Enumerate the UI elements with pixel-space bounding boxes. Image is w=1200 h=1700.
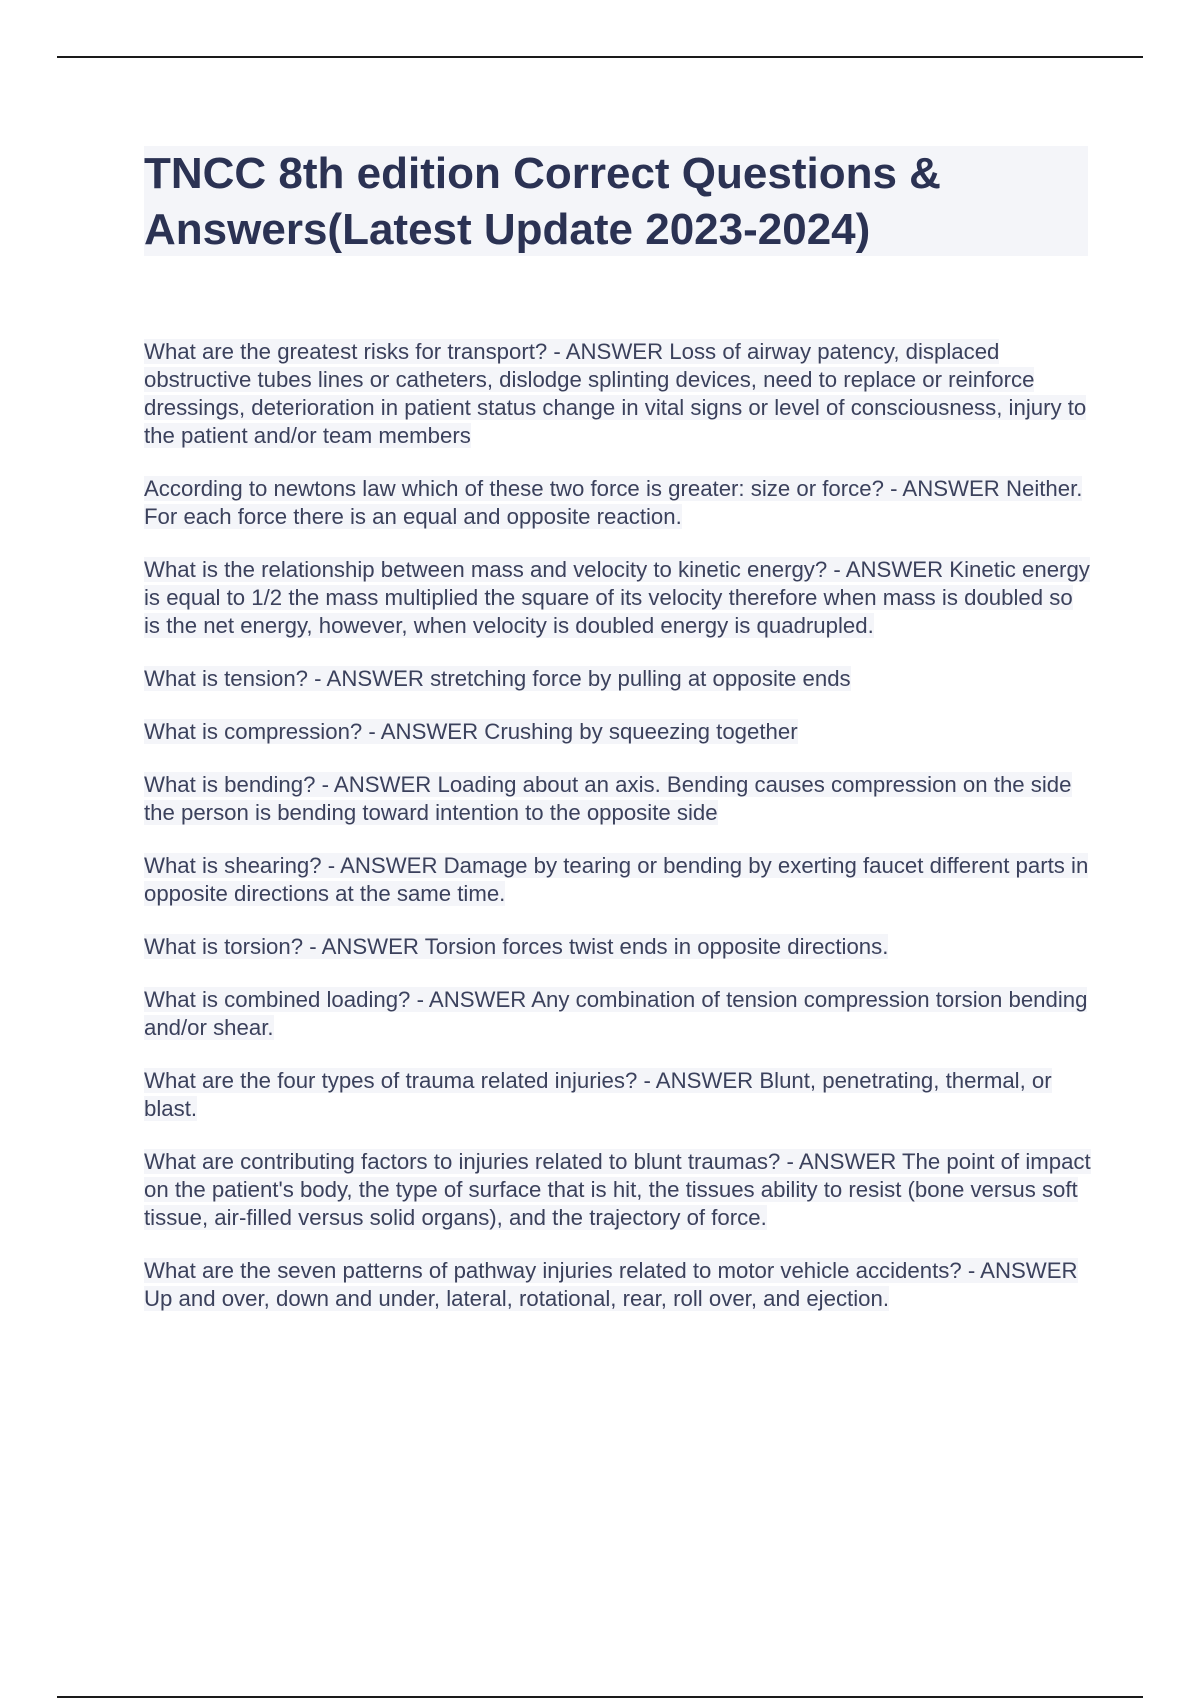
qa-item bbox=[144, 933, 1094, 961]
title-block bbox=[144, 146, 1088, 256]
qa-item bbox=[144, 475, 1094, 531]
qa-item bbox=[144, 1148, 1094, 1232]
qa-text: What is shearing? - ANSWER Damage by tearing or bending by exerting faucet different parts in opposite directions at the same time. bbox=[144, 853, 1089, 906]
qa-item bbox=[144, 338, 1094, 450]
qa-text: What is torsion? - ANSWER Torsion forces twist ends in opposite directions. bbox=[144, 934, 889, 959]
qa-text: What are the greatest risks for transport? - ANSWER Loss of airway patency, displaced obstructive tubes lines or catheters, dislodge splinting devices, need to replace or reinforce dressings, deterioration in patient status change in vital signs or level of consciousness, injury to the patient and/or team members bbox=[144, 339, 1087, 448]
qa-item bbox=[144, 1067, 1094, 1123]
qa-text: What is the relationship between mass and velocity to kinetic energy? - ANSWER Kinetic energy is equal to 1/2 the mass multiplied the square of its velocity therefore when mass is doubled so is the net energy, however, when velocity is doubled energy is quadrupled. bbox=[144, 557, 1090, 638]
qa-item bbox=[144, 1257, 1094, 1313]
qa-text: What is bending? - ANSWER Loading about an axis. Bending causes compression on the side the person is bending toward intention to the opposite side bbox=[144, 772, 1072, 825]
qa-item bbox=[144, 986, 1094, 1042]
qa-item bbox=[144, 718, 1094, 746]
bottom-rule bbox=[57, 1696, 1143, 1698]
qa-item bbox=[144, 852, 1094, 908]
qa-text: What is combined loading? - ANSWER Any combination of tension compression torsion bending and/or shear. bbox=[144, 987, 1088, 1040]
qa-text: What are the seven patterns of pathway injuries related to motor vehicle accidents? - ANSWER Up and over, down and under, lateral, rotational, rear, roll over, and ejection. bbox=[144, 1258, 1078, 1311]
qa-list bbox=[144, 338, 1094, 1338]
qa-text: According to newtons law which of these two force is greater: size or force? - ANSWER Neither. For each force there is an equal and opposite reaction. bbox=[144, 476, 1083, 529]
qa-item bbox=[144, 771, 1094, 827]
qa-text: What is compression? - ANSWER Crushing by squeezing together bbox=[144, 719, 798, 744]
qa-item bbox=[144, 556, 1094, 640]
qa-text: What is tension? - ANSWER stretching force by pulling at opposite ends bbox=[144, 666, 851, 691]
qa-text: What are contributing factors to injuries related to blunt traumas? - ANSWER The point of impact on the patient's body, the type of surface that is hit, the tissues ability to resist (bone versus soft tissue, air-filled versus solid organs), and the trajectory of force. bbox=[144, 1149, 1091, 1230]
qa-item bbox=[144, 665, 1094, 693]
qa-text: What are the four types of trauma related injuries? - ANSWER Blunt, penetrating, thermal, or blast. bbox=[144, 1068, 1052, 1121]
top-rule bbox=[57, 56, 1143, 58]
document-title: TNCC 8th edition Correct Questions & Answers(Latest Update 2023-2024) bbox=[144, 149, 941, 254]
